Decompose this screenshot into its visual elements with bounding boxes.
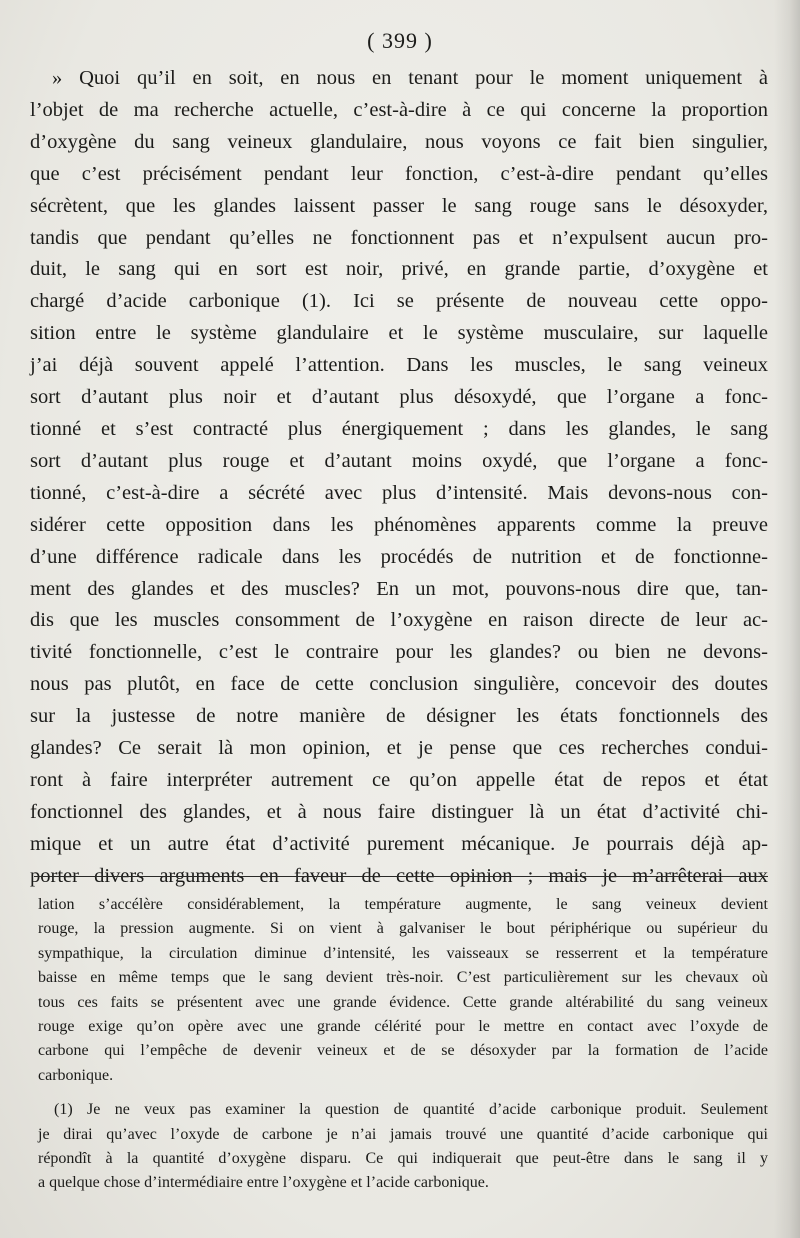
footnote-line: rouge, la pression augmente. Si on vient à galvaniser le bout périphérique ou supérieur du (38, 920, 768, 938)
body-line: tionné et s’est contracté plus énergiquement ; dans les glandes, le sang (30, 417, 768, 440)
body-line: sécrètent, que les glandes laissent passer le sang rouge sans le désoxyder, (30, 194, 768, 217)
body-line: d’une différence radicale dans les procédés de nutrition et de fonctionne- (30, 545, 768, 568)
page-number: ( 399 ) (367, 28, 433, 53)
body-line: chargé d’acide carbonique (1). Ici se présente de nouveau cette oppo- (30, 290, 768, 313)
footnote-line: répondît à la quantité d’oxygène disparu. Ce qui indiquerait que peut-être dans le sang il y (38, 1150, 768, 1168)
body-line: sidérer cette opposition dans les phénomènes apparents comme la preuve (30, 513, 768, 536)
footnote-line: rouge exige qu’on opère avec une grande célérité pour le mettre en contact avec l’oxyde de (38, 1018, 768, 1036)
footnote-continuation (38, 893, 768, 1088)
body-line: nous pas plutôt, en face de cette conclusion singulière, concevoir des doutes (30, 673, 768, 696)
body-line: tivité fonctionnelle, c’est le contraire pour les glandes? ou bien ne devons- (30, 641, 768, 664)
body-line: duit, le sang qui en sort est noir, privé, en grande partie, d’oxygène et (30, 258, 768, 281)
body-line: tionné, c’est-à-dire a sécrété avec plus d’intensité. Mais devons-nous con- (30, 481, 768, 504)
body-line: ment des glandes et des muscles? En un mot, pouvons-nous dire que, tan- (30, 577, 768, 600)
page-edge-shadow (774, 0, 800, 1238)
body-line: tandis que pendant qu’elles ne fonctionnent pas et n’expulsent aucun pro- (30, 226, 768, 249)
body-line: que c’est précisément pendant leur fonction, c’est-à-dire pendant qu’elles (30, 162, 768, 185)
body-line: sition entre le système glandulaire et le système musculaire, sur laquelle (30, 322, 768, 345)
main-body-text (30, 63, 768, 893)
body-line: l’objet de ma recherche actuelle, c’est-à-dire à ce qui concerne la proportion (30, 98, 768, 121)
body-line: sort d’autant plus noir et d’autant plus désoxydé, que l’organe a fonc- (30, 386, 768, 409)
footnote-line: lation s’accélère considérablement, la température augmente, le sang veineux devient (38, 896, 768, 913)
body-line: j’ai déjà souvent appelé l’attention. Dans les muscles, le sang veineux (30, 354, 768, 377)
footnote-line: tous ces faits se présentent avec une grande évidence. Cette grande altérabilité du sang veineux (38, 993, 768, 1011)
footnote-line: a quelque chose d’intermédiaire entre l’oxygène et l’acide carbonique. (38, 1174, 489, 1192)
body-line: porter divers arguments en faveur de cette opinion ; mais je m’arrêterai aux (30, 864, 768, 887)
body-line: fonctionnel des glandes, et à nous faire distinguer là un état d’activité chi- (30, 800, 768, 823)
footnote-line: sympathique, la circulation diminue d’intensité, les vaisseaux se resserrent et la température (38, 944, 768, 962)
footnote-1 (38, 1098, 768, 1196)
body-line: dis que les muscles consomment de l’oxygène en raison directe de leur ac- (30, 609, 768, 632)
body-line: glandes? Ce serait là mon opinion, et je pense que ces recherches condui- (30, 737, 768, 760)
footnote-line: baisse en même temps que le sang devient très-noir. C’est particulièrement sur les chevaux où (38, 969, 768, 987)
body-line: sur la justesse de notre manière de désigner les états fonctionnels des (30, 705, 768, 728)
body-line: » Quoi qu’il en soit, en nous en tenant pour le moment uniquement à (52, 67, 768, 89)
body-line: ront à faire interpréter autrement ce qu’on appelle état de repos et état (30, 768, 768, 791)
body-line: mique et un autre état d’activité purement mécanique. Je pourrais déjà ap- (30, 832, 768, 855)
footnote-line: je dirai qu’avec l’oxyde de carbone je n’ai jamais trouvé une quantité d’acide carbonique qui (38, 1125, 768, 1143)
footnote-line: (1) Je ne veux pas examiner la question de quantité d’acide carbonique produit. Seulement (54, 1101, 768, 1119)
body-line: d’oxygène du sang veineux glandulaire, nous voyons ce fait bien singulier, (30, 130, 768, 153)
footnote-line: carbone qui l’empêche de devenir veineux et de se désoxyder par la formation de l’acide (38, 1042, 768, 1060)
footnote-line: carbonique. (38, 1066, 114, 1084)
footnote-separator-rule (34, 876, 768, 877)
footnotes (38, 893, 768, 1196)
body-line: sort d’autant plus rouge et d’autant moins oxydé, que l’organe a fonc- (30, 449, 768, 472)
